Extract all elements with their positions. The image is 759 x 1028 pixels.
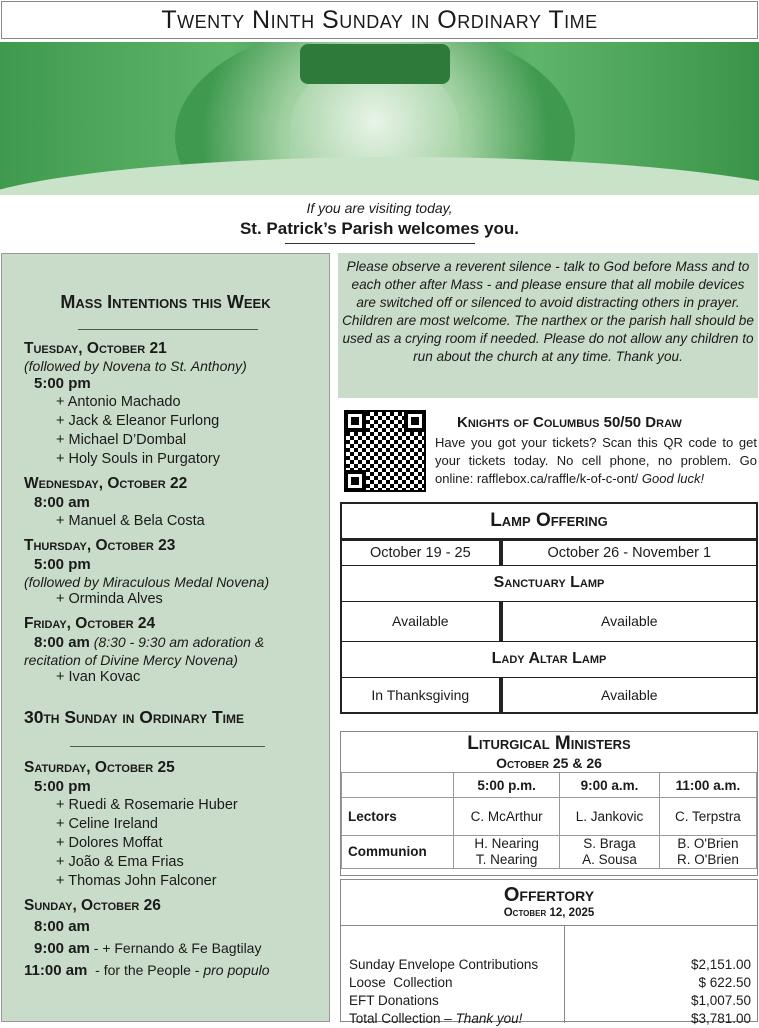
reverent-silence-notice: Please observe a reverent silence - talk to God before Mass and to each other after Mass - and please ensure that all mobile devices are switched off or silenced to avoid distracting others in prayer. Children are most welcome. The narthex or the parish hall should be used as a crying room if needed. Please do not allow any children to run about the church at any time. Thank you. [338, 253, 758, 398]
minister: C. McArthur [454, 798, 560, 836]
kofc-title: Knights of Columbus 50/50 Draw [457, 414, 682, 431]
day-heading: Wednesday, October 22 [24, 475, 188, 492]
note: (8:30 - 9:30 am adoration & [93, 634, 265, 650]
intention: + Celine Ireland [56, 816, 158, 832]
offertory-title: Offertory [503, 884, 595, 906]
mass-intentions-panel [1, 253, 330, 1022]
lamp-value: In Thanksgiving [341, 677, 501, 713]
intention: + Orminda Alves [56, 591, 163, 607]
stained-glass-banner-image [0, 42, 759, 195]
mass-time: 8:00 am [34, 634, 90, 651]
day-heading: Thursday, October 23 [24, 537, 176, 554]
welcome-line2: St. Patrick’s Parish welcomes you. [239, 219, 520, 238]
offertory-box [340, 879, 758, 1026]
qr-code-icon[interactable] [344, 410, 426, 492]
offertory-amount: $2,151.00 [690, 957, 751, 972]
day-heading: Saturday, October 25 [24, 759, 175, 776]
day-heading: Tuesday, October 21 [24, 340, 167, 357]
kofc-draw [340, 405, 758, 495]
lamp-date: October 26 - November 1 [501, 539, 757, 565]
intention: + Ruedi & Rosemarie Huber [56, 797, 238, 813]
minister: T. Nearing [475, 852, 538, 867]
role-label: Lectors [342, 798, 454, 836]
offertory-label: Total Collection – [349, 1011, 456, 1026]
offertory-label: Sunday Envelope Contributions [349, 957, 539, 972]
note: recitation of Divine Mercy Novena) [24, 652, 238, 668]
lady-altar-lamp-heading: Lady Altar Lamp [341, 641, 757, 677]
role-label: Communion [342, 836, 454, 869]
offertory-amount: $ 622.50 [698, 975, 751, 990]
intention: + Ivan Kovac [56, 669, 141, 685]
ministers-subtitle: October 25 & 26 [496, 755, 602, 771]
intention: + Jack & Eleanor Furlong [56, 413, 220, 429]
minister: B. O'Brien [677, 836, 739, 851]
intention: - for the People - [87, 962, 204, 978]
offertory-label: EFT Donations [349, 993, 439, 1008]
lamp-offering-table [340, 502, 758, 714]
intention: + Michael D’Dombal [56, 432, 187, 448]
kofc-body: Have you got your tickets? Scan this QR code to get your tickets today. No cell phone, no problem. Go online: rafflebox.ca/raffle/k-of-c-ont/ [435, 435, 757, 486]
mass-intentions-heading: Mass Intentions this Week [60, 292, 271, 312]
intention: + João & Ema Frias [56, 854, 184, 870]
offertory-label: Loose Collection [349, 975, 453, 990]
sunday-heading: 30th Sunday in Ordinary Time [24, 707, 245, 727]
sanctuary-lamp-heading: Sanctuary Lamp [341, 565, 757, 601]
intention: + Thomas John Falconer [56, 873, 217, 889]
offertory-amount: $3,781.00 [690, 1011, 751, 1026]
mass-time: 8:00 am [34, 918, 90, 935]
time-header: 5:00 p.m. [454, 773, 560, 798]
mass-time: 8:00 am [34, 494, 90, 511]
lamp-value: Available [501, 601, 757, 641]
welcome-message [0, 200, 759, 244]
intention: + Holy Souls in Purgatory [56, 451, 221, 467]
welcome-line1: If you are visiting today, [306, 200, 453, 216]
ministers-title: Liturgical Ministers [467, 733, 631, 754]
minister: S. Braga [583, 836, 636, 851]
minister: L. Jankovic [560, 798, 660, 836]
minister: C. Terpstra [659, 798, 756, 836]
mass-time: 11:00 am [24, 962, 88, 979]
intention: - + Fernando & Fe Bagtilay [89, 940, 262, 956]
time-header: 11:00 a.m. [659, 773, 756, 798]
lamp-value: Available [501, 677, 757, 713]
time-header: 9:00 a.m. [560, 773, 660, 798]
day-heading: Sunday, October 26 [24, 897, 161, 914]
intention: + Dolores Moffat [56, 835, 163, 851]
note: (followed by Novena to St. Anthony) [24, 358, 247, 374]
mass-time: 9:00 am [34, 940, 90, 957]
mass-time: 5:00 pm [34, 375, 91, 392]
lamp-value: Available [341, 601, 501, 641]
lamp-title: Lamp Offering [341, 503, 757, 539]
liturgical-ministers-table [340, 731, 758, 876]
intention-italic: pro populo [203, 962, 270, 978]
intention: + Manuel & Bela Costa [56, 513, 205, 529]
minister: H. Nearing [474, 836, 539, 851]
minister: R. O'Brien [677, 852, 739, 867]
lamp-date: October 19 - 25 [341, 539, 501, 565]
bulletin-title: Twenty Ninth Sunday in Ordinary Time [1, 1, 758, 39]
kofc-good-luck: Good luck! [641, 471, 705, 486]
offertory-date: October 12, 2025 [341, 907, 757, 926]
day-heading: Friday, October 24 [24, 615, 156, 632]
thank-you: Thank you! [455, 1011, 523, 1026]
mass-time: 5:00 pm [34, 778, 91, 795]
mass-time: 5:00 pm [34, 556, 91, 573]
minister: A. Sousa [582, 852, 637, 867]
offertory-amount: $1,007.50 [690, 993, 751, 1008]
note: (followed by Miraculous Medal Novena) [24, 574, 270, 590]
intention: + Antonio Machado [56, 394, 181, 410]
